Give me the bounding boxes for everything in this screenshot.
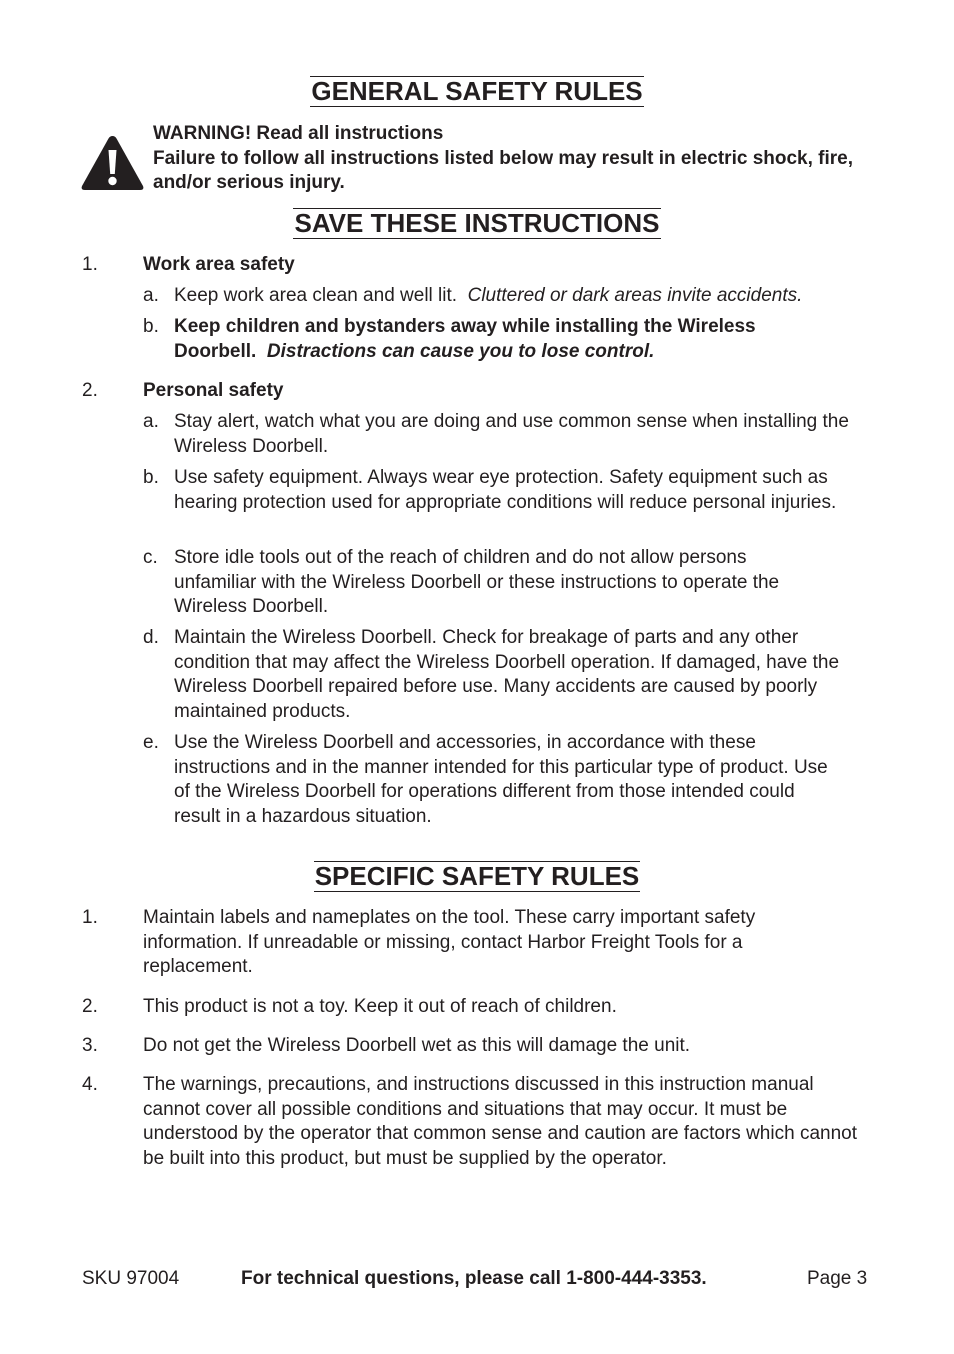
specific-rule-1: Maintain labels and nameplates on the tool. These carry important safety information. If unreadable or missing, contact Harbor Freight Tools for a replacement.	[143, 907, 756, 978]
list-letter: c.	[143, 547, 158, 568]
rule-number: 4.	[82, 1074, 98, 1095]
footer-sku: SKU 97004	[82, 1268, 180, 1289]
personal-item-c: Store idle tools out of the reach of children and do not allow persons unfamiliar with the Wireless Doorbell or these instructions to operate the Wireless Doorbell.	[174, 547, 780, 618]
specific-rule-2: This product is not a toy. Keep it out of reach of children.	[143, 996, 617, 1017]
item-italic-text: Cluttered or dark areas invite accidents.	[467, 285, 803, 306]
personal-item-d: Maintain the Wireless Doorbell. Check for breakage of parts and any other condition that may affect the Wireless Doorbell operation. If damaged, have the Wireless Doorbell repaired before use. Many accidents are caused by poorly maintained products.	[174, 627, 840, 722]
section-number: 2.	[82, 380, 98, 401]
warning-block	[153, 122, 883, 196]
list-letter: d.	[143, 627, 159, 648]
personal-item-e: Use the Wireless Doorbell and accessories, in accordance with these instructions and in the manner intended for this particular type of product. Use of the Wireless Doorbell for operations different from those intended could result in a hazardous situation.	[174, 732, 828, 827]
rule-number: 2.	[82, 996, 98, 1017]
personal-item-a: Stay alert, watch what you are doing and use common sense when installing the Wireless Doorbell.	[174, 411, 849, 457]
specific-rule-4: The warnings, precautions, and instructions discussed in this instruction manual cannot cover all possible conditions and situations that may occur. It must be understood by the operator that common sense and caution are factors which cannot be built into this product, but must be supplied by the operator.	[143, 1074, 857, 1169]
footer-support-line: For technical questions, please call 1-800-444-3353.	[241, 1268, 707, 1289]
footer-page-number: Page 3	[807, 1268, 868, 1289]
rule-number: 1.	[82, 907, 98, 928]
warning-icon	[80, 134, 145, 192]
work-area-item-b	[174, 315, 814, 364]
warning-line-2: Failure to follow all instructions listed below may result in electric shock, fire, and/or serious injury.	[153, 147, 854, 194]
work-area-item-a	[174, 284, 874, 309]
general-safety-rules-heading: GENERAL SAFETY RULES	[311, 76, 643, 106]
list-letter: a.	[143, 285, 159, 306]
item-italic-text: Distractions can cause you to lose control.	[266, 340, 655, 362]
warning-line-1: WARNING! Read all instructions	[153, 123, 444, 144]
personal-safety-title: Personal safety	[143, 380, 284, 401]
item-text: Keep work area clean and well lit.	[174, 285, 458, 306]
specific-safety-rules-heading: SPECIFIC SAFETY RULES	[314, 861, 640, 891]
section-number: 1.	[82, 254, 98, 275]
list-letter: b.	[143, 467, 159, 488]
list-letter: e.	[143, 732, 159, 753]
personal-item-b: Use safety equipment. Always wear eye protection. Safety equipment such as hearing protection used for appropriate conditions will reduce personal injuries.	[174, 467, 837, 513]
work-area-safety-title: Work area safety	[143, 254, 295, 275]
specific-rule-3: Do not get the Wireless Doorbell wet as this will damage the unit.	[143, 1035, 691, 1056]
list-letter: b.	[143, 316, 159, 337]
list-letter: a.	[143, 411, 159, 432]
item-bold-text: Keep children and bystanders away while installing the Wireless Doorbell.	[174, 316, 756, 362]
save-instructions-heading: SAVE THESE INSTRUCTIONS	[294, 208, 660, 238]
rule-number: 3.	[82, 1035, 98, 1056]
